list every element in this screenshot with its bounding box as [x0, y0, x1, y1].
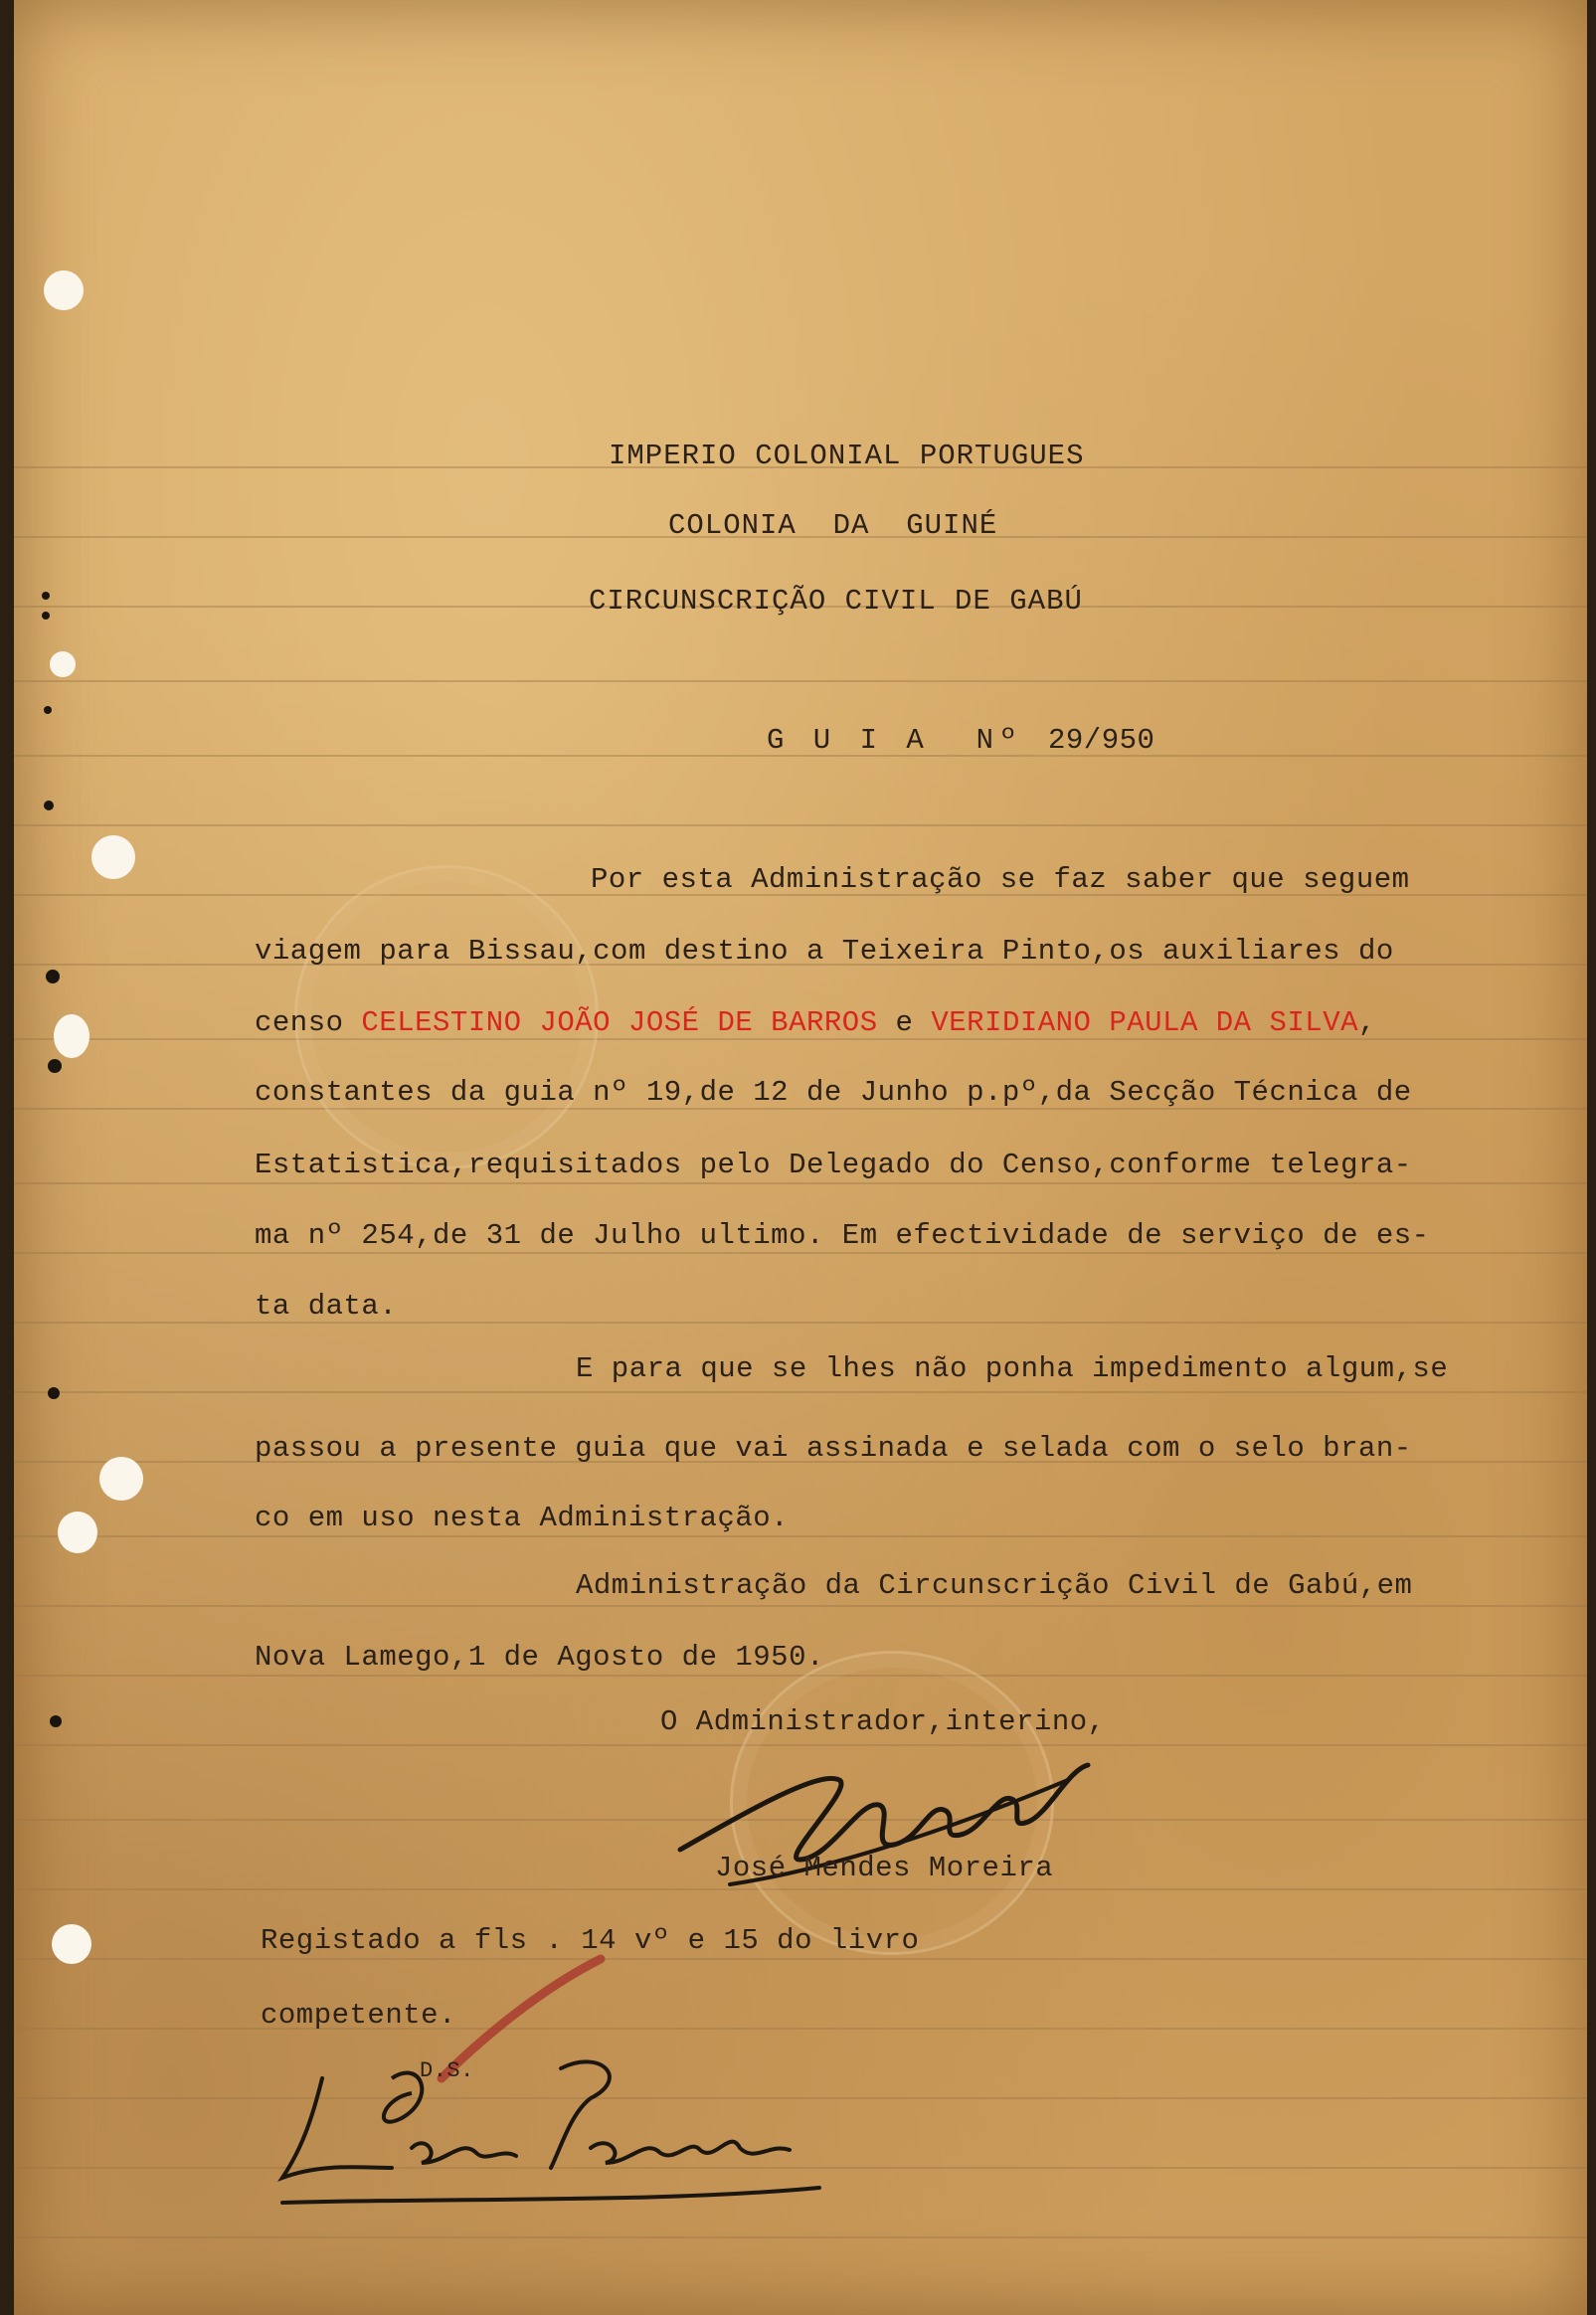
pin-mark — [50, 1715, 62, 1727]
guia-number: 29/950 — [1048, 724, 1155, 757]
pin-mark — [44, 706, 52, 714]
header-line-1: IMPERIO COLONIAL PORTUGUES — [609, 440, 1085, 472]
body-line-names — [255, 1006, 1376, 1039]
body-text: e — [877, 1006, 932, 1039]
document-page — [14, 0, 1587, 2315]
signatory-name: José Mendes Moreira — [715, 1852, 1054, 1884]
body-line: viagem para Bissau,com destino a Teixeira Pinto,os auxiliares do — [255, 935, 1394, 968]
registry-line: competente. — [261, 1999, 456, 2032]
body-text: , — [1358, 1006, 1376, 1039]
body-line: constantes da guia nº 19,de 12 de Junho p.pº,da Secção Técnica de — [255, 1076, 1412, 1109]
body-line: Administração da Circunscrição Civil de Gabú,em — [576, 1569, 1413, 1602]
census-auxiliary-name-2: VERIDIANO PAULA DA SILVA — [931, 1006, 1358, 1039]
closing-title: O Administrador,interino, — [660, 1705, 1106, 1738]
punch-hole — [99, 1457, 143, 1501]
punch-hole — [44, 270, 84, 310]
census-auxiliary-name-1: CELESTINO JOÃO JOSÉ DE BARROS — [361, 1006, 878, 1039]
body-line: co em uso nesta Administração. — [255, 1502, 790, 1534]
registry-line: Registado a fls . 14 vº e 15 do livro — [261, 1924, 920, 1957]
pin-mark — [46, 970, 60, 983]
punch-hole — [52, 1924, 91, 1964]
guia-label: G U I A Nº — [767, 724, 1023, 757]
body-text: censo — [255, 1006, 362, 1039]
registry-initials: D.S. — [420, 2058, 474, 2083]
header-line-2: COLONIA DA GUINÉ — [668, 509, 998, 542]
body-line: Estatistica,requisitados pelo Delegado do Censo,conforme telegra- — [255, 1149, 1412, 1181]
pin-mark — [48, 1387, 60, 1399]
body-line: ma nº 254,de 31 de Julho ultimo. Em efectividade de serviço de es- — [255, 1219, 1430, 1252]
date-line: Nova Lamego,1 de Agosto de 1950. — [255, 1641, 824, 1674]
pin-mark — [44, 801, 54, 810]
registry-signature — [263, 2039, 859, 2218]
punch-hole — [91, 835, 135, 879]
pin-mark — [42, 612, 50, 620]
body-line: E para que se lhes não ponha impedimento algum,se — [576, 1352, 1449, 1385]
header-line-3: CIRCUNSCRIÇÃO CIVIL DE GABÚ — [589, 585, 1083, 618]
body-line: ta data. — [255, 1290, 398, 1323]
body-line: Por esta Administração se faz saber que seguem — [591, 863, 1410, 896]
pin-mark — [48, 1059, 62, 1073]
punch-hole — [54, 1014, 89, 1058]
body-line: passou a presente guia que vai assinada e selada com o selo bran- — [255, 1432, 1412, 1465]
punch-hole — [58, 1512, 97, 1553]
pin-mark — [42, 592, 50, 600]
punch-hole — [50, 651, 76, 677]
